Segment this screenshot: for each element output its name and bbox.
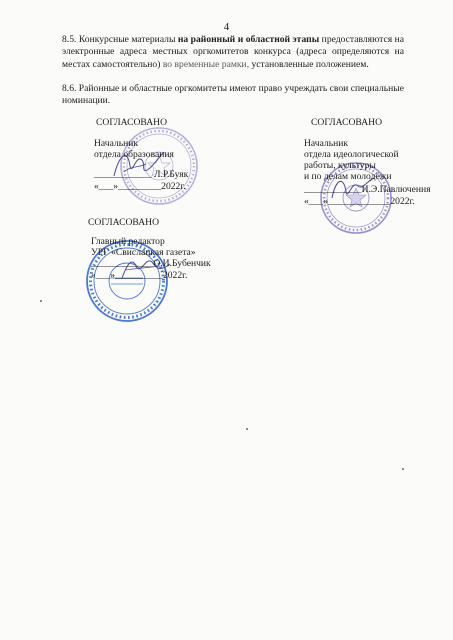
approval-newspaper-position-1: Главный редактор <box>91 236 165 247</box>
approval-ideology-position-3: работы, культуры <box>304 160 376 171</box>
paragraph-8-6: 8.6. Районные и областные оргкомитеты имеют право учреждать свои специальные номинации. <box>62 83 404 107</box>
approval-ideology-position-2: отдела идеологической <box>304 149 399 160</box>
approval-newspaper-date: «___»__________2022г. <box>91 270 188 281</box>
approval-ideology-date: «___»_____________2022г. <box>304 196 415 207</box>
approval-newspaper-name: _____________О.И.Бубенчик <box>91 258 211 269</box>
paragraph-8-5-text-end: установленные положением. <box>249 58 369 70</box>
approval-education-date: «___»_________2022г. <box>94 181 186 192</box>
scan-speck <box>246 428 248 430</box>
paragraph-8-5-faint-text: во временные рамки, <box>162 58 250 70</box>
approval-newspaper-heading: СОГЛАСОВАНО <box>88 217 160 228</box>
paragraph-8-5-bold-text: на районный и областной этапы <box>177 34 320 45</box>
approval-ideology-position-1: Начальник <box>304 138 349 149</box>
scan-speck <box>402 468 404 470</box>
paragraph-8-5-text-start: 8.5. Конкурсные материалы <box>62 34 178 45</box>
approval-education-position-1: Начальник <box>94 138 139 149</box>
page-number: 4 <box>223 21 230 33</box>
approval-education-position-2: отдела образования <box>94 149 174 160</box>
scan-speck <box>40 300 42 302</box>
approval-ideology-position-4: и по делам молодёжи <box>304 171 392 182</box>
approval-newspaper-position-2: УРГ «Свислацкая газета» <box>91 247 196 258</box>
paragraph-8-5-text-middle: предоставляются на электронные адреса местных оргкомитетов конкурса (адреса определяются на местах самостоятельно) <box>62 34 404 70</box>
approval-ideology-name: ____________И.Э.Павлючення <box>304 184 431 195</box>
approval-ideology-heading: СОГЛАСОВАНО <box>311 117 383 128</box>
paragraph-8-5 <box>62 34 404 71</box>
approval-education-name: ____________ Л.Р.Буяк <box>94 169 189 180</box>
approval-education-heading: СОГЛАСОВАНО <box>96 117 168 128</box>
